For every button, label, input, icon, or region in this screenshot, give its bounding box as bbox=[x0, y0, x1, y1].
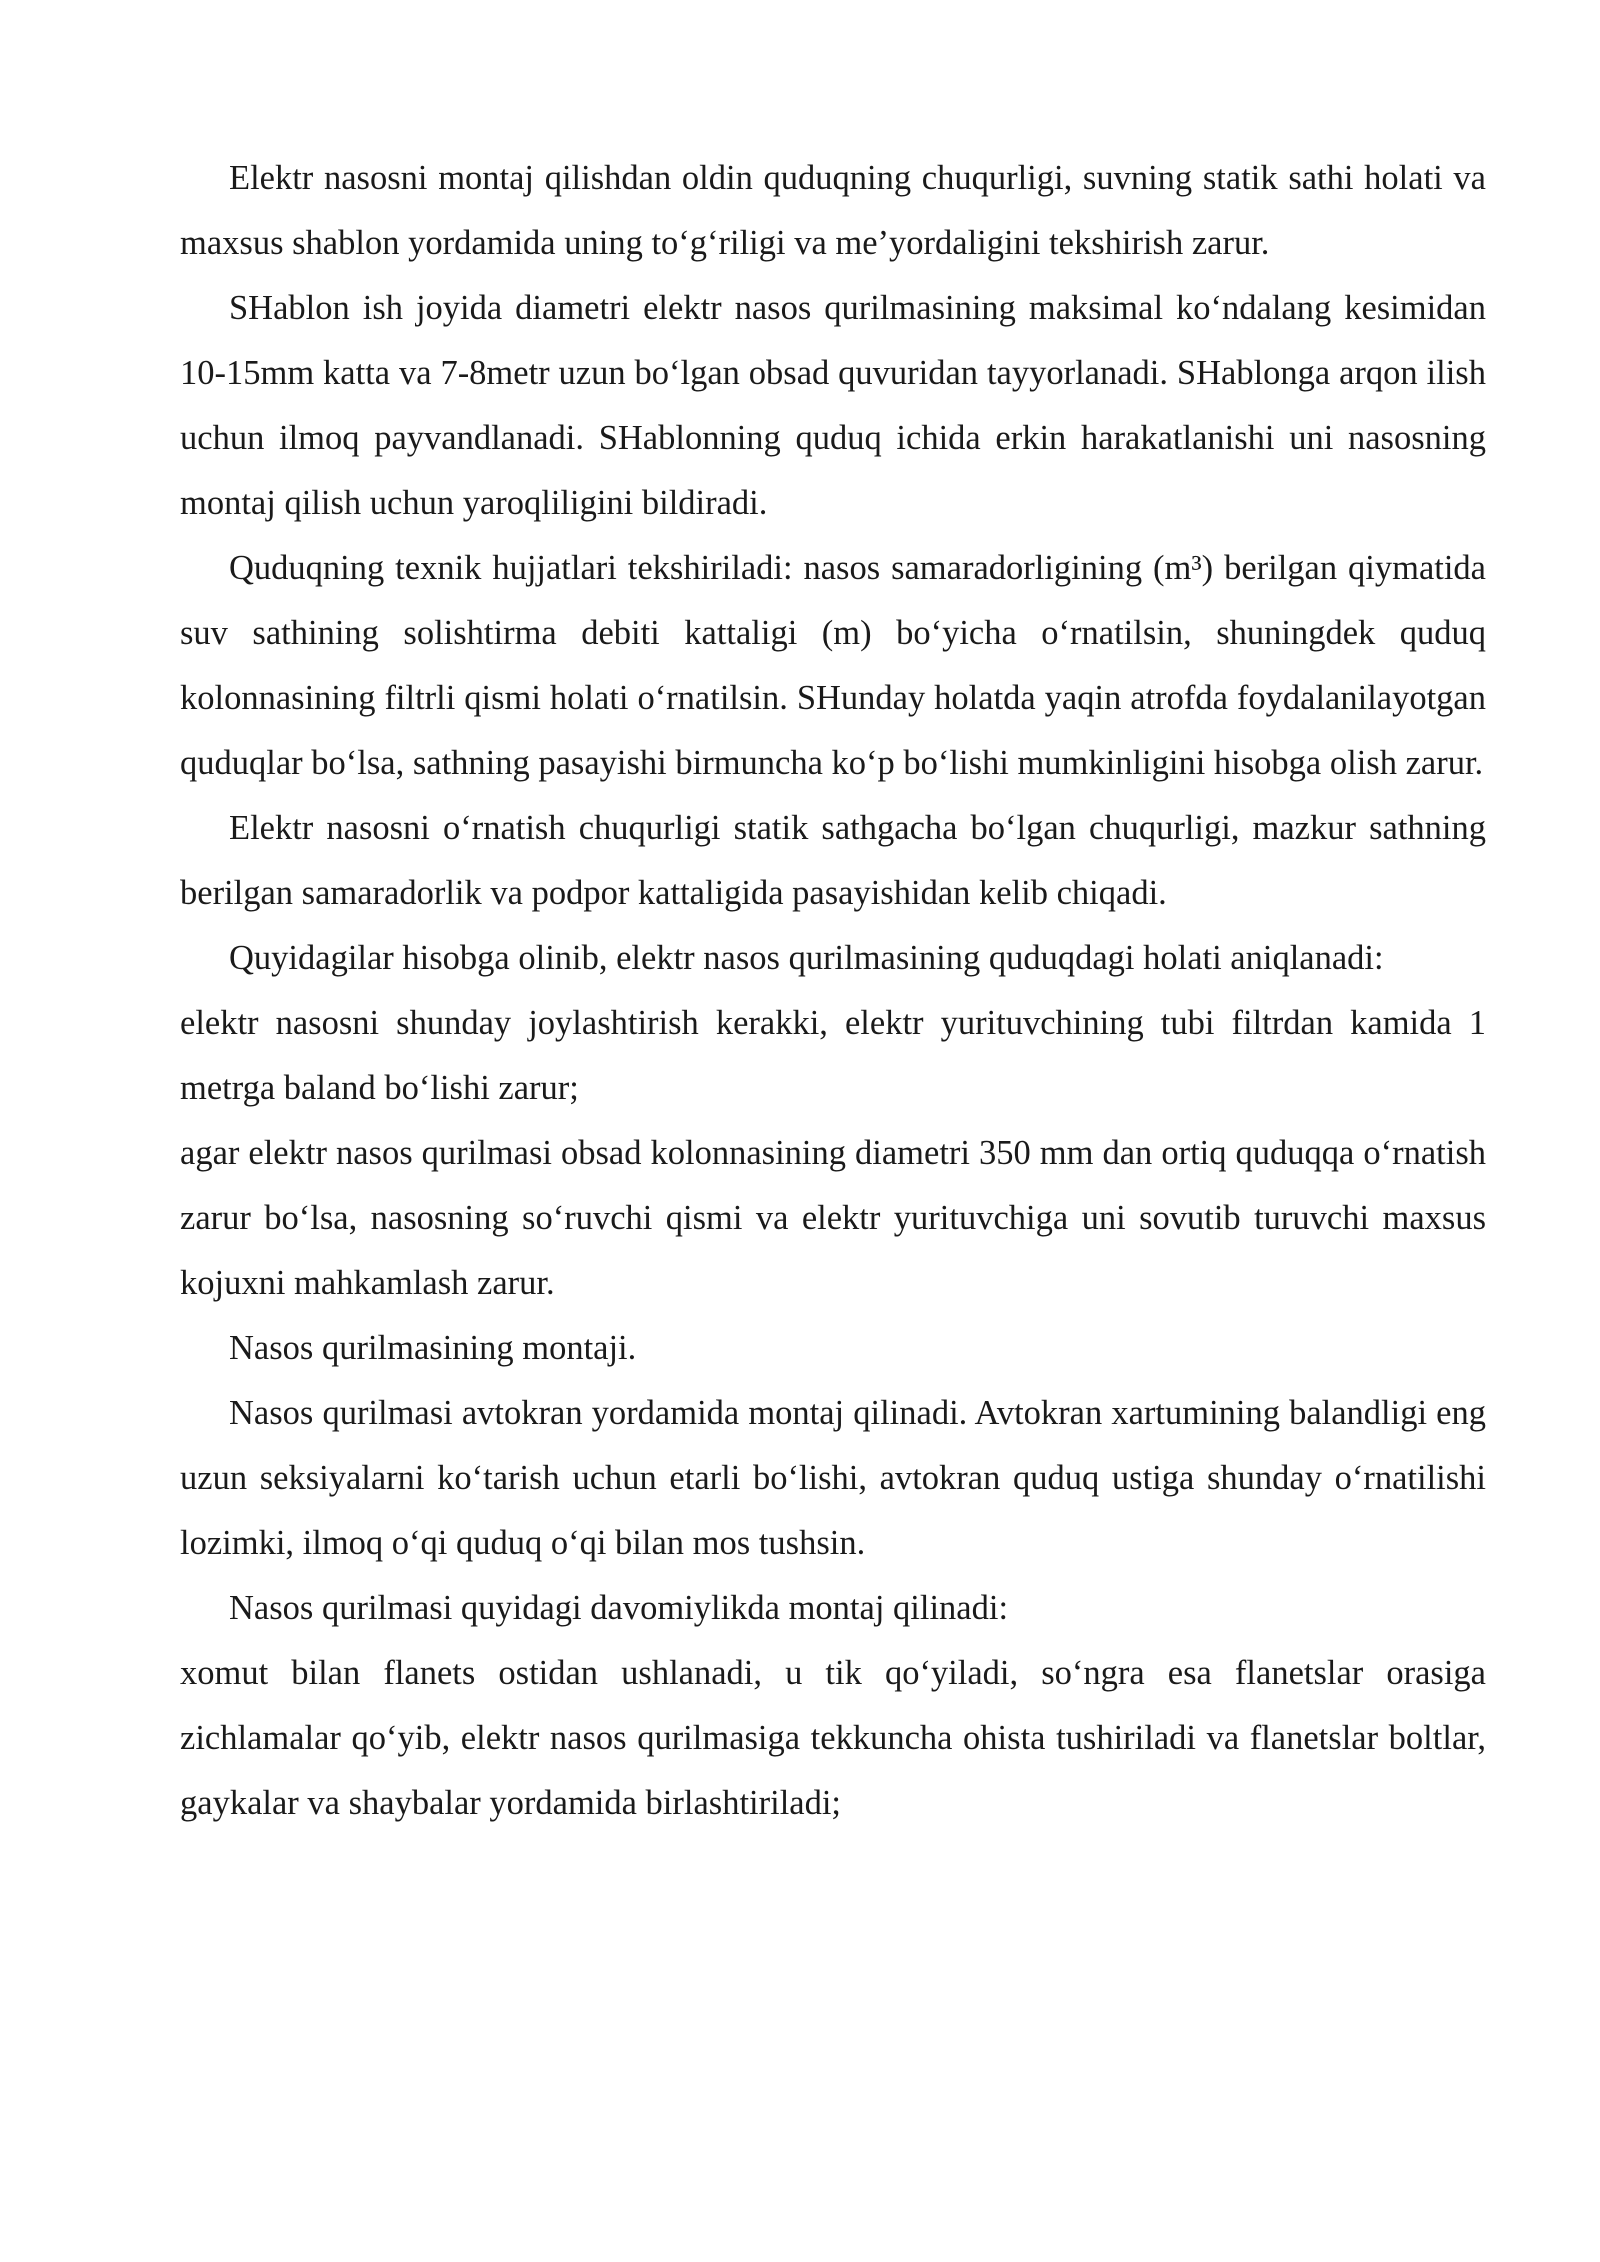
section-heading: Nasos qurilmasining montaji. bbox=[229, 1329, 637, 1367]
document-body bbox=[180, 146, 1486, 1836]
paragraph: Quduqning texnik hujjatlari tekshiriladi: nasos samaradorligining (m³) berilgan qiymatida suv sathining solishtirma debiti kattaligi (m) bo‘yicha o‘rnatilsin, shuningdek quduq kolonnasining filtrli qismi holati o‘rnatilsin. SHunday holatda yaqin atrofda foydalanilayotgan quduqlar bo‘lsa, sathning pasayishi birmuncha ko‘p bo‘lishi mumkinligini hisobga olish zarur. bbox=[180, 549, 1486, 782]
paragraph: Nasos qurilmasi avtokran yordamida montaj qilinadi. Avtokran xartumining balandligi eng uzun seksiyalarni ko‘tarish uchun etarli bo‘lishi, avtokran quduq ustiga shunday o‘rnatilishi lozimki, ilmoq o‘qi quduq o‘qi bilan mos tushsin. bbox=[180, 1394, 1486, 1562]
paragraph: Nasos qurilmasi quyidagi davomiylikda montaj qilinadi: bbox=[229, 1589, 1009, 1627]
paragraph: Quyidagilar hisobga olinib, elektr nasos qurilmasining quduqdagi holati aniqlanadi: bbox=[229, 939, 1384, 977]
list-item: agar elektr nasos qurilmasi obsad kolonnasining diametri 350 mm dan ortiq quduqqa o‘rnatish zarur bo‘lsa, nasosning so‘ruvchi qismi va elektr yurituvchiga uni sovutib turuvchi maxsus kojuxni mahkamlash zarur. bbox=[180, 1134, 1486, 1302]
paragraph: Elektr nasosni o‘rnatish chuqurligi statik sathgacha bo‘lgan chuqurligi, mazkur sathning berilgan samaradorlik va podpor kattaligida pasayishidan kelib chiqadi. bbox=[180, 809, 1486, 912]
paragraph: Elektr nasosni montaj qilishdan oldin quduqning chuqurligi, suvning statik sathi holati va maxsus shablon yordamida uning to‘g‘riligi va me’yordaligini tekshirish zarur. bbox=[180, 159, 1486, 262]
list-item: elektr nasosni shunday joylashtirish kerakki, elektr yurituvchining tubi filtrdan kamida 1 metrga baland bo‘lishi zarur; bbox=[180, 1004, 1486, 1107]
list-item: xomut bilan flanets ostidan ushlanadi, u tik qo‘yiladi, so‘ngra esa flanetslar orasiga zichlamalar qo‘yib, elektr nasos qurilmasiga tekkuncha ohista tushiriladi va flanetslar boltlar, gaykalar va shaybalar yordamida birlashtiriladi; bbox=[180, 1654, 1486, 1822]
paragraph: SHablon ish joyida diametri elektr nasos qurilmasining maksimal ko‘ndalang kesimidan 10-15mm katta va 7-8metr uzun bo‘lgan obsad quvuridan tayyorlanadi. SHablonga arqon ilish uchun ilmoq payvandlanadi. SHablonning quduq ichida erkin harakatlanishi uni nasosning montaj qilish uchun yaroqliligini bildiradi. bbox=[180, 289, 1486, 522]
